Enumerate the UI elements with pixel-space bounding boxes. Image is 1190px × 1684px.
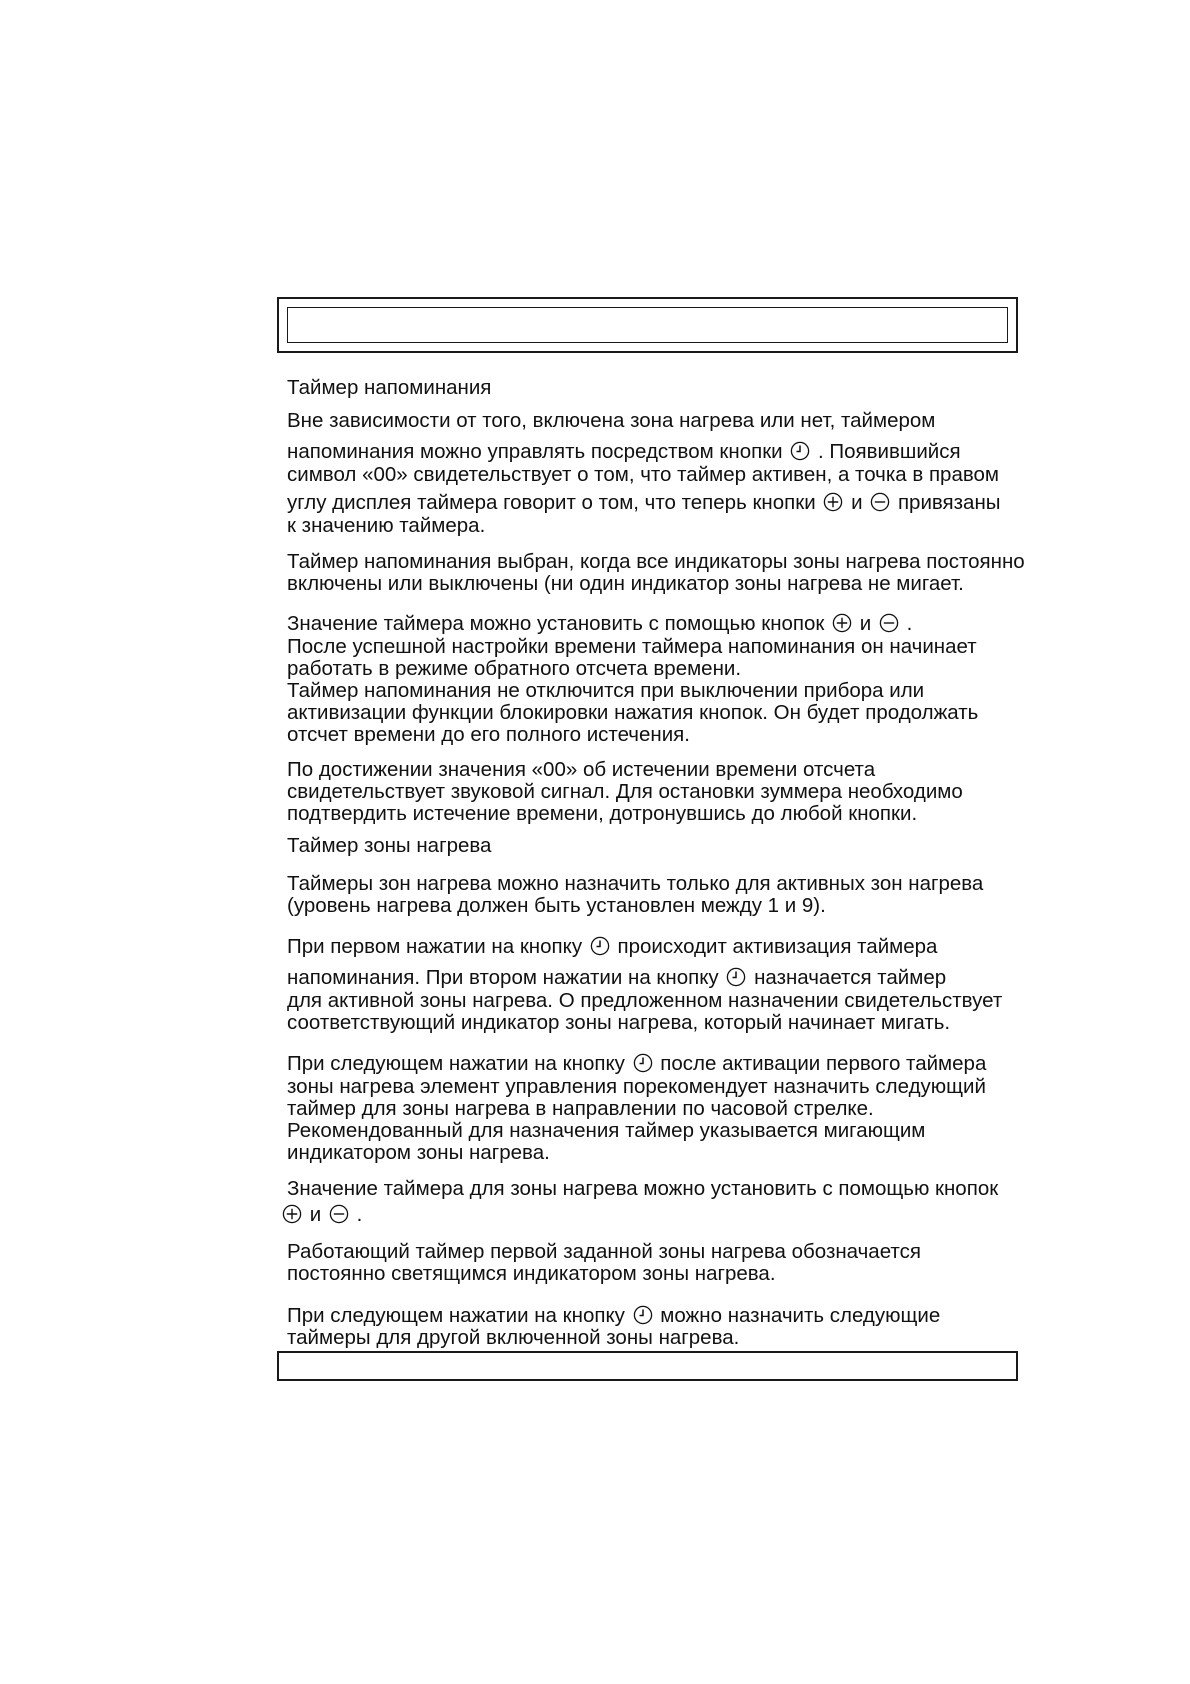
zone-p3-line4: Рекомендованный для назначения таймер указывается мигающим — [287, 1119, 926, 1142]
reminder-p4-line1: По достижении значения «00» об истечении времени отсчета — [287, 758, 876, 781]
zone-p3-line3: таймер для зоны нагрева в направлении по часовой стрелке. — [287, 1097, 874, 1120]
reminder-p1-line5: к значению таймера. — [287, 514, 486, 537]
timer-icon — [790, 441, 810, 461]
reminder-p2-line2: включены или выключены (ни один индикатор зоны нагрева не мигает. — [287, 572, 964, 595]
reminder-p3-line5: активизации функции блокировки нажатия кнопок. Он будет продолжать — [287, 701, 979, 724]
zone-p3-line2: зоны нагрева элемент управления порекомендует назначить следующий — [287, 1075, 986, 1098]
top-frame — [277, 297, 1018, 353]
reminder-p1-line4: углу дисплея таймера говорит о том, что теперь кнопки и привязаны — [287, 491, 1001, 514]
timer-icon — [633, 1305, 653, 1325]
reminder-p3-line6: отсчет времени до его полного истечения. — [287, 723, 690, 746]
timer-icon — [633, 1053, 653, 1073]
zone-p3-line1: При следующем нажатии на кнопку после активации первого таймера — [287, 1052, 987, 1075]
reminder-p2-line1: Таймер напоминания выбран, когда все индикаторы зоны нагрева постоянно — [287, 550, 1025, 573]
reminder-p1-line1: Вне зависимости от того, включена зона нагрева или нет, таймером — [287, 409, 936, 432]
zone-p4-line2: и . — [280, 1203, 362, 1227]
zone-p1-line1: Таймеры зон нагрева можно назначить только для активных зон нагрева — [287, 872, 984, 895]
reminder-p4-line2: свидетельствует звуковой сигнал. Для остановки зуммера необходимо — [287, 780, 963, 803]
reminder-p3-line3: работать в режиме обратного отсчета времени. — [287, 657, 742, 680]
minus-icon — [879, 613, 899, 633]
plus-icon — [282, 1204, 302, 1224]
top-frame-inner — [287, 307, 1008, 343]
reminder-p4-line3: подтвердить истечение времени, дотронувшись до любой кнопки. — [287, 802, 918, 825]
plus-icon — [832, 613, 852, 633]
heading-zone-timer: Таймер зоны нагрева — [287, 834, 492, 857]
zone-p3-line5: индикатором зоны нагрева. — [287, 1141, 550, 1164]
minus-icon — [329, 1204, 349, 1224]
zone-p6-line1: При следующем нажатии на кнопку можно назначить следующие — [287, 1304, 941, 1327]
zone-p6-line2: таймеры для другой включенной зоны нагрева. — [287, 1326, 740, 1349]
timer-icon — [726, 967, 746, 987]
reminder-p3-line1: Значение таймера можно установить с помощью кнопок и . — [287, 612, 913, 635]
zone-p2-line1: При первом нажатии на кнопку происходит активизация таймера — [287, 935, 938, 958]
reminder-p1-line2: напоминания можно управлять посредством кнопки . Появившийся — [287, 440, 961, 463]
timer-icon — [590, 936, 610, 956]
zone-p4-line1: Значение таймера для зоны нагрева можно установить с помощью кнопок — [287, 1177, 999, 1200]
reminder-p3-line2: После успешной настройки времени таймера напоминания он начинает — [287, 635, 977, 658]
zone-p1-line2: (уровень нагрева должен быть установлен между 1 и 9). — [287, 894, 826, 917]
zone-p2-line4: соответствующий индикатор зоны нагрева, который начинает мигать. — [287, 1011, 951, 1034]
bottom-frame — [277, 1351, 1018, 1381]
zone-p5-line2: постоянно светящимся индикатором зоны нагрева. — [287, 1262, 776, 1285]
reminder-p1-line3: символ «00» свидетельствует о том, что таймер активен, а точка в правом — [287, 463, 1000, 486]
plus-icon — [823, 492, 843, 512]
minus-icon — [870, 492, 890, 512]
heading-reminder-timer: Таймер напоминания — [287, 376, 492, 399]
reminder-p3-line4: Таймер напоминания не отключится при выключении прибора или — [287, 679, 925, 702]
zone-p2-line3: для активной зоны нагрева. О предложенном назначении свидетельствует — [287, 989, 1003, 1012]
zone-p2-line2: напоминания. При втором нажатии на кнопку назначается таймер — [287, 966, 947, 989]
zone-p5-line1: Работающий таймер первой заданной зоны нагрева обозначается — [287, 1240, 921, 1263]
